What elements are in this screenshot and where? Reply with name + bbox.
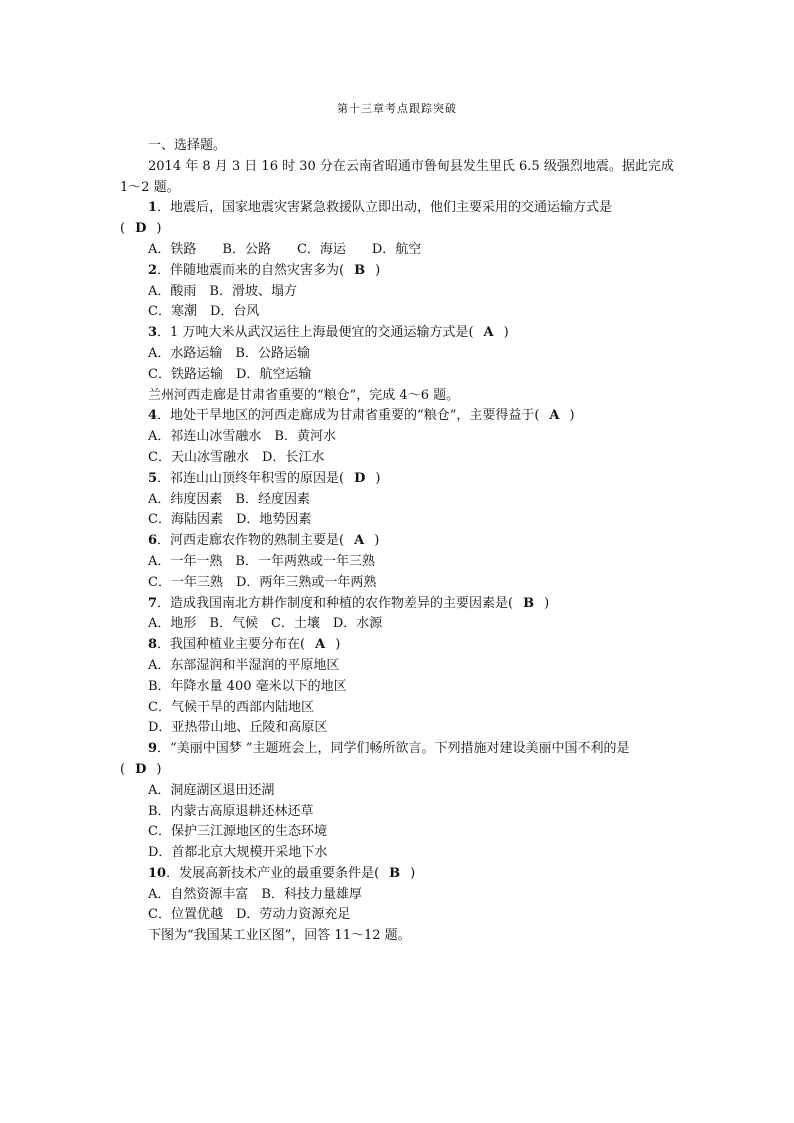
question-text: ．发展高新技术产业的最重要条件是( <box>166 865 380 881</box>
question-3-options-1: A．水路运输 B．公路运输 <box>148 345 310 361</box>
question-5-options-1: A．纬度因素 B．经度因素 <box>148 491 310 507</box>
question-text: ．地震后，国家地震灾害紧急救援队立即出动，他们主要采用的交通运输方式是 <box>157 200 613 216</box>
answer: B <box>354 262 366 278</box>
question-2 <box>120 261 680 282</box>
question-6-options-1: A．一年一熟 B．一年两熟或一年三熟 <box>148 553 375 569</box>
intro-paragraph-2: 兰州河西走廊是甘肃省重要的“粮仓”，完成 4～6 题。 <box>148 387 460 403</box>
intro-paragraph-3: 下图为“我国某工业区图”，回答 11～12 题。 <box>148 928 411 944</box>
answer-close: ) <box>375 470 381 486</box>
question-text: ．地处干旱地区的河西走廊成为甘肃省重要的“粮仓”，主要得益于( <box>157 408 540 424</box>
question-1 <box>120 198 680 219</box>
question-number: 3 <box>148 325 158 341</box>
question-10-options-1: A．自然资源丰富 B．科技力量雄厚 <box>148 886 362 902</box>
question-7 <box>120 594 680 615</box>
question-8 <box>120 635 680 656</box>
question-number: 10 <box>148 865 167 881</box>
question-7-options-1: A．地形 B．气候 C．土壤 D．水源 <box>148 616 383 632</box>
answer-close: ) <box>410 865 416 881</box>
answer-open: ( <box>120 761 126 777</box>
answer: D <box>135 761 147 777</box>
page-title: 第十三章考点跟踪突破 <box>337 102 457 115</box>
question-4 <box>120 406 680 427</box>
answer: A <box>483 325 494 341</box>
document-body <box>120 136 680 947</box>
answer: D <box>354 470 366 486</box>
answer-close: ) <box>374 533 380 549</box>
question-9 <box>120 739 680 760</box>
question-number: 6 <box>148 533 158 549</box>
question-9-option-a: A．洞庭湖区退田还湖 <box>148 782 275 798</box>
question-text: ．“美丽中国梦 ”主题班会上，同学们畅所欲言。下列措施对建设美丽中国不利的是 <box>157 741 630 757</box>
question-5-options-2: C．海陆因素 D．地势因素 <box>148 512 312 528</box>
question-9-option-b: B．内蒙古高原退耕还林还草 <box>148 803 314 819</box>
answer-close: ) <box>335 637 341 653</box>
question-text: ．我国种植业主要分布在( <box>157 637 306 653</box>
question-number: 9 <box>148 741 158 757</box>
intro-paragraph-1: 2014 年 8 月 3 日 16 时 30 分在云南省昭通市鲁甸县发生里氏 6.5 级强烈地震。据此完成 <box>148 158 674 174</box>
answer: B <box>389 865 401 881</box>
question-10 <box>120 864 680 885</box>
answer: A <box>549 408 560 424</box>
question-2-options-2: C．寒潮 D．台风 <box>148 304 260 320</box>
question-9-option-d: D．首都北京大规模开采地下水 <box>148 845 328 861</box>
question-1-options: A．铁路 B．公路 C．海运 D．航空 <box>148 241 422 257</box>
answer-close: ) <box>503 325 509 341</box>
question-text: ．祁连山山顶终年积雪的原因是( <box>157 470 345 486</box>
question-8-option-b: B．年降水量 400 毫米以下的地区 <box>148 678 347 694</box>
question-number: 5 <box>148 470 158 486</box>
question-10-options-2: C．位置优越 D．劳动力资源充足 <box>148 907 351 923</box>
question-4-options-2: C．天山冰雪融水 D．长江水 <box>148 449 325 465</box>
question-text: ．河西走廊农作物的熟制主要是( <box>157 533 345 549</box>
answer: A <box>354 533 365 549</box>
question-8-option-c: C．气候干旱的西部内陆地区 <box>148 699 314 715</box>
question-3 <box>120 323 680 344</box>
section-heading: 一、选择题。 <box>148 138 227 153</box>
question-6-options-2: C．一年三熟 D．两年三熟或一年两熟 <box>148 574 377 590</box>
answer: D <box>135 221 147 237</box>
answer-close: ) <box>156 761 162 777</box>
intro-paragraph-1-cont: 1～2 题。 <box>120 179 180 195</box>
question-5 <box>120 469 680 490</box>
question-6 <box>120 531 680 552</box>
question-text: ．伴随地震而来的自然灾害多为( <box>157 262 345 278</box>
question-2-options-1: A．酸雨 B．滑坡、塌方 <box>148 283 297 299</box>
answer-close: ) <box>569 408 575 424</box>
answer: B <box>523 595 535 611</box>
question-1-answer <box>120 219 680 240</box>
question-8-option-d: D．亚热带山地、丘陵和高原区 <box>148 720 328 736</box>
question-number: 2 <box>148 262 158 278</box>
question-4-options-1: A．祁连山冰雪融水 B．黄河水 <box>148 429 336 445</box>
question-3-options-2: C．铁路运输 D．航空运输 <box>148 366 312 382</box>
answer-close: ) <box>544 595 550 611</box>
question-text: ．造成我国南北方耕作制度和种植的农作物差异的主要因素是( <box>157 595 514 611</box>
question-number: 8 <box>148 637 158 653</box>
answer-close: ) <box>156 221 162 237</box>
question-8-option-a: A．东部湿润和半湿润的平原地区 <box>148 657 340 673</box>
question-number: 7 <box>148 595 158 611</box>
question-9-answer <box>120 760 680 781</box>
question-9-option-c: C．保护三江源地区的生态环境 <box>148 824 327 840</box>
answer-open: ( <box>120 221 126 237</box>
answer: A <box>315 637 326 653</box>
question-text: ．1 万吨大米从武汉运往上海最便宜的交通运输方式是( <box>157 325 474 341</box>
answer-close: ) <box>375 262 381 278</box>
question-number: 1 <box>148 200 158 216</box>
question-number: 4 <box>148 408 158 424</box>
